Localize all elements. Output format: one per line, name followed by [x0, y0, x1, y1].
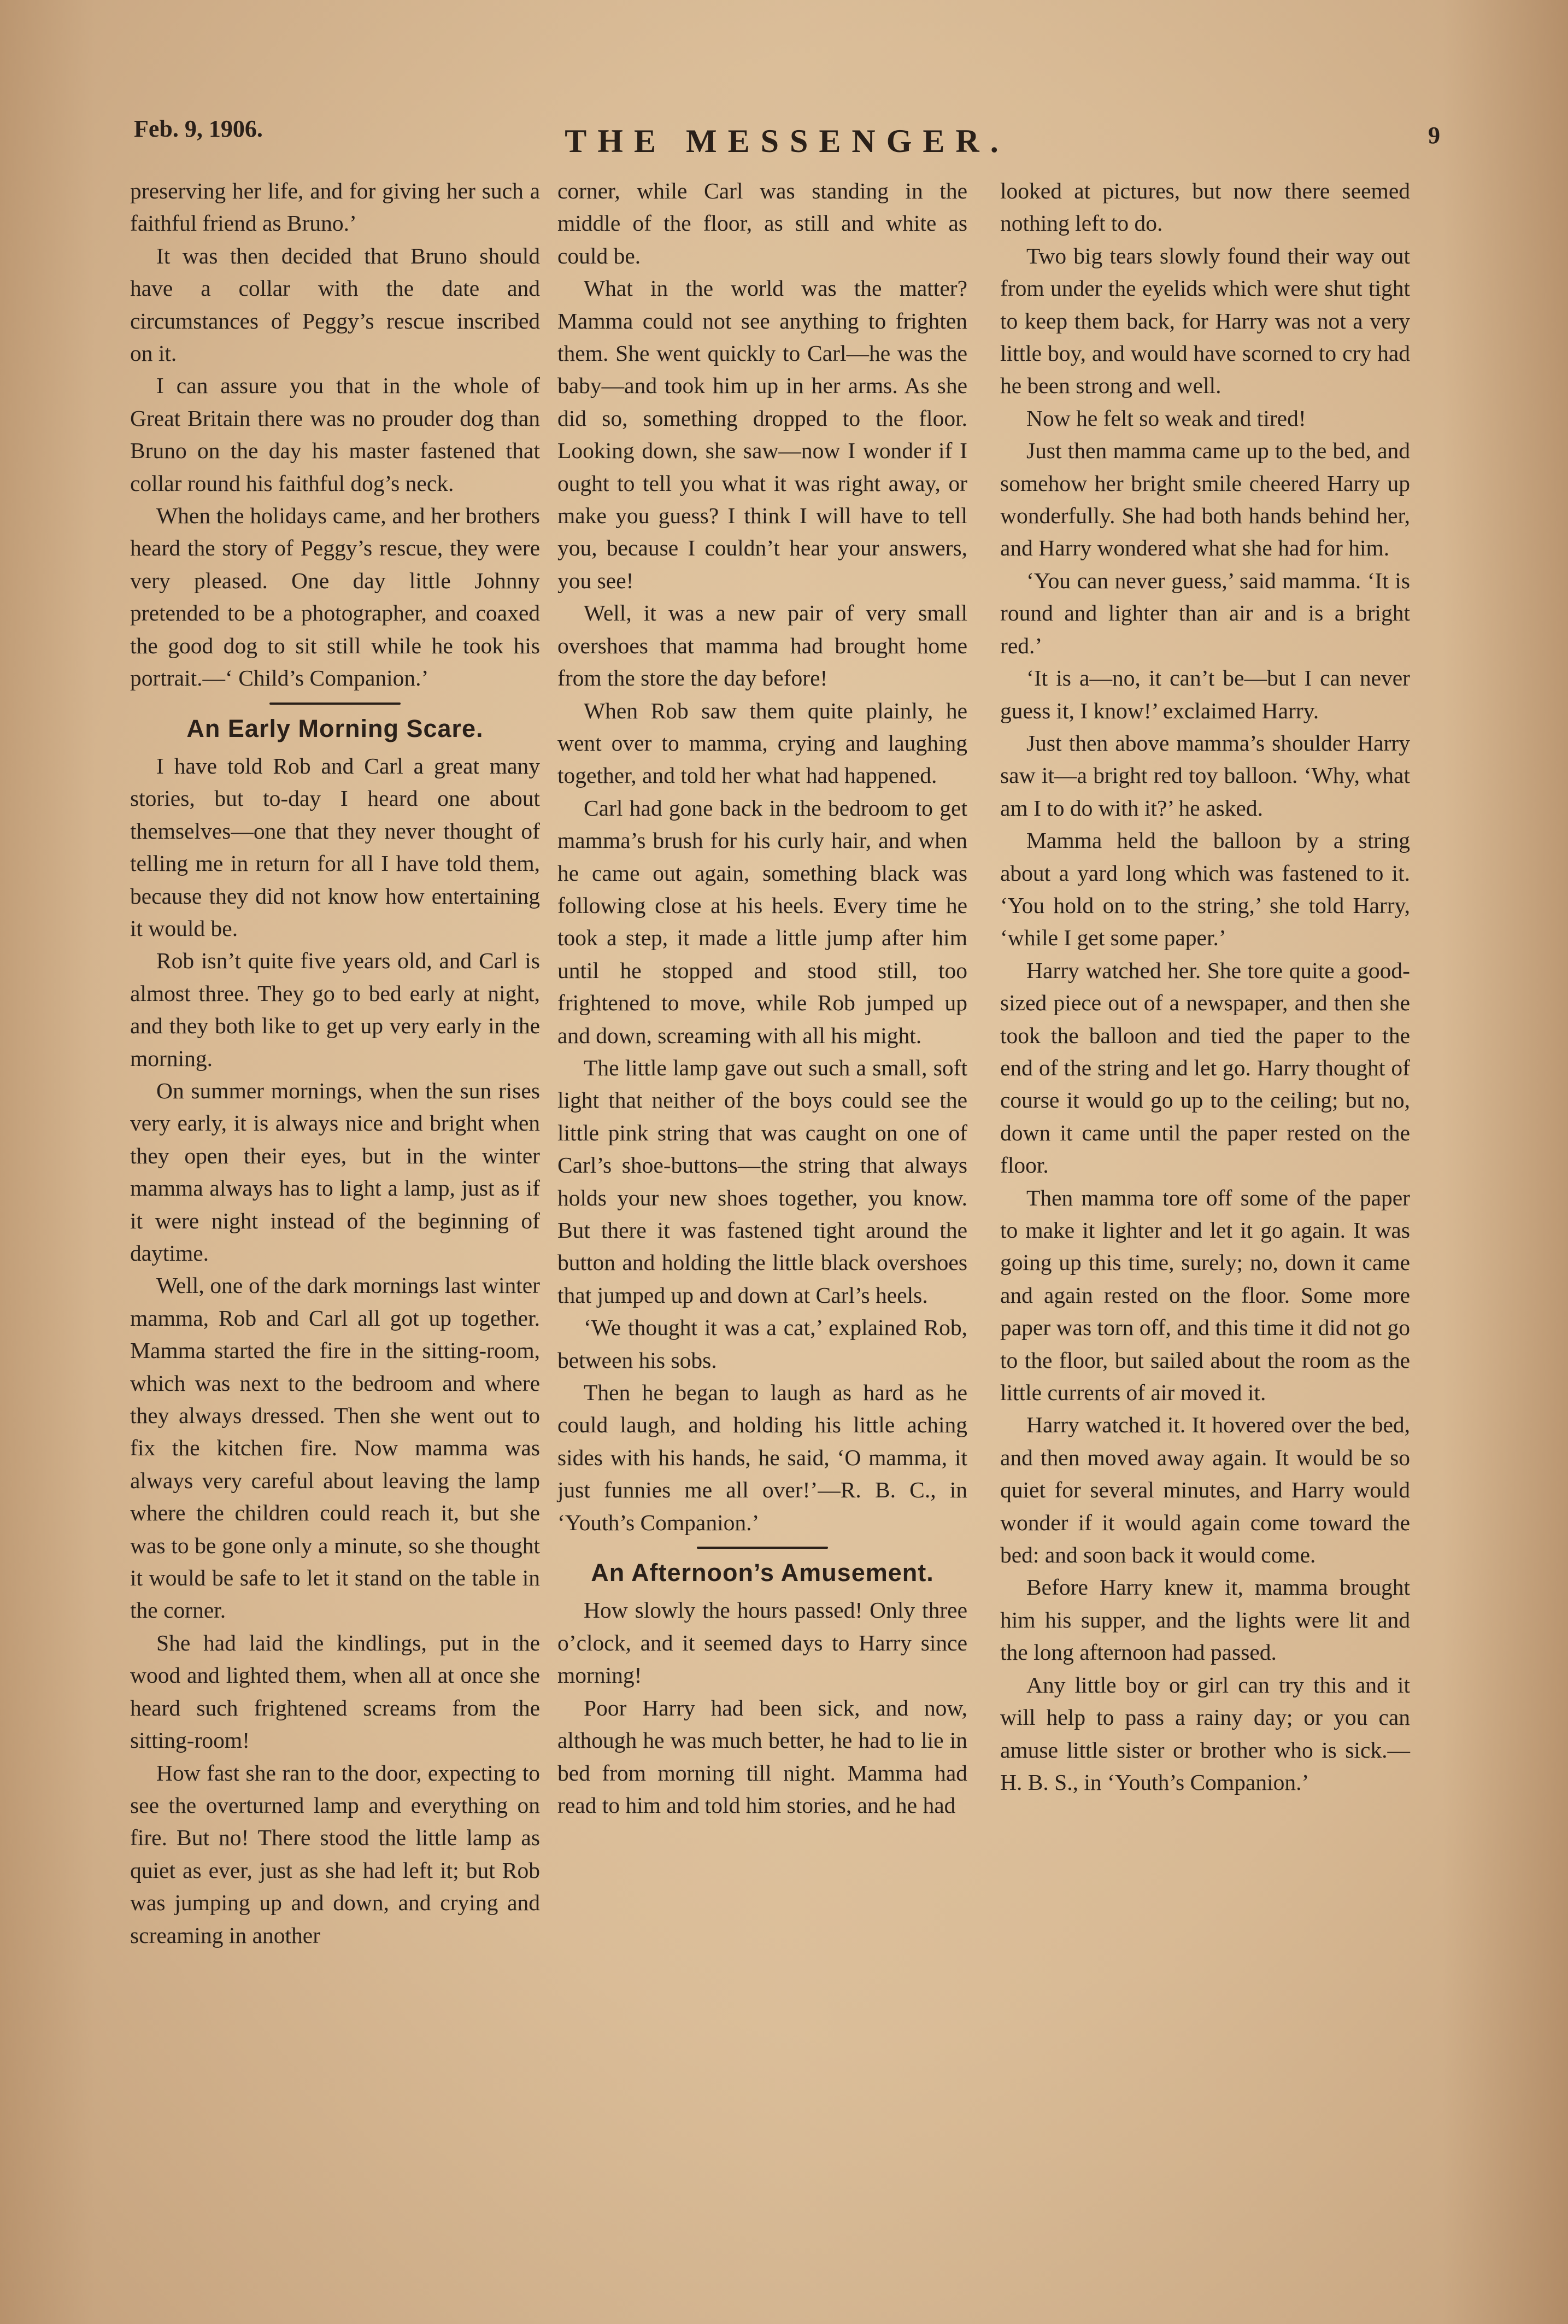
paragraph: I have told Rob and Carl a great many stories, but to-day I heard one about themselves—one that they never thought of telling me in return for all I have told them, because they did not know how entertaining it would be.: [130, 753, 540, 941]
paragraph: preserving her life, and for giving her such a faithful friend as Bruno.’: [130, 178, 540, 236]
paragraph: On summer mornings, when the sun rises very early, it is always nice and bright when they open their eyes, but in the winter mamma always has to light a lamp, just as if it were night instead of the beginning of daytime.: [130, 1078, 540, 1266]
paragraph: When the holidays came, and her brothers heard the story of Peggy’s rescue, they were very pleased. One day little Johnny pretended to be a photographer, and coaxed the good dog to sit still while he took his portrait.—‘ Child’s Companion.’: [130, 503, 540, 691]
paragraph: Two big tears slowly found their way out from under the eyelids which were shut tight to keep them back, for Harry was not a very little boy, and would have scorned to cry had he been strong and well.: [1000, 243, 1410, 399]
column-3: [1000, 175, 1410, 1799]
paragraph: Then he began to laugh as hard as he could laugh, and holding his little aching sides with his hands, he said, ‘O mamma, it just funnies me all over!’—R. B. C., in ‘Youth’s Companion.’: [557, 1380, 967, 1535]
paragraph: Now he felt so weak and tired!: [1026, 405, 1306, 431]
paragraph: Well, it was a new pair of very small overshoes that mamma had brought home from the store the day before!: [557, 600, 967, 691]
paragraph: looked at pictures, but now there seemed nothing left to do.: [1000, 178, 1410, 236]
masthead-title: THE MESSENGER.: [565, 123, 1009, 159]
section-divider: [269, 703, 401, 705]
paragraph: Then mamma tore off some of the paper to make it lighter and let it go again. It was going up this time, surely; no, down it came and again rested on the floor. Some more paper was torn off, and this time it did not go to the floor, but sailed about the room as the little currents of air moved it.: [1000, 1185, 1410, 1406]
paragraph: Carl had gone back in the bedroom to get mamma’s brush for his curly hair, and when he came out again, something black was following close at his heels. Every time he took a step, it made a little jump after him until he stopped and stood still, too frightened to move, while Rob jumped up and down, screaming with all his might.: [557, 795, 967, 1048]
section-divider: [697, 1547, 828, 1549]
paragraph: ‘We thought it was a cat,’ explained Rob, between his sobs.: [557, 1315, 967, 1373]
paragraph: What in the world was the matter? Mamma could not see anything to frighten them. She went quickly to Carl—he was the baby—and took him up in her arms. As she did so, something dropped to the floor. Looking down, she saw—now I wonder if I ought to tell you what it was right away, or make you guess? I think I will have to tell you, because I couldn’t hear your answers, you see!: [557, 276, 967, 593]
paragraph: Mamma held the balloon by a string about a yard long which was fastened to it. ‘You hold on to the string,’ she told Harry, ‘while I get some paper.’: [1000, 828, 1410, 951]
paragraph: Any little boy or girl can try this and it will help to pass a rainy day; or you can amuse little sister or brother who is sick.—H. B. S., in ‘Youth’s Companion.’: [1000, 1672, 1410, 1795]
paragraph: When Rob saw them quite plainly, he went over to mamma, crying and laughing together, and told her what had happened.: [557, 698, 967, 788]
paragraph: It was then decided that Bruno should have a collar with the date and circumstances of Peggy’s rescue inscribed on it.: [130, 243, 540, 366]
article-heading-afternoon-amusement: An Afternoon’s Amusement.: [591, 1559, 934, 1587]
paragraph: How fast she ran to the door, expecting to see the overturned lamp and everything on fire. But no! There stood the little lamp as quiet as ever, just as she had left it; but Rob was jumping up and down, and crying and screaming in another: [130, 1760, 540, 1948]
page-header: [134, 115, 1440, 164]
paragraph: The little lamp gave out such a small, soft light that neither of the boys could see the little pink string that was caught on one of Carl’s shoe-buttons—the string that always holds your new shoes together, you know. But there it was fastened tight around the button and holding the little black overshoes that jumped up and down at Carl’s heels.: [557, 1055, 967, 1308]
paragraph: How slowly the hours passed! Only three o’clock, and it seemed days to Harry since morning!: [557, 1597, 967, 1688]
paragraph: corner, while Carl was standing in the middle of the floor, as still and white as could be.: [557, 178, 967, 268]
article-heading-early-morning-scare: An Early Morning Scare.: [186, 714, 484, 742]
paragraph: She had laid the kindlings, put in the wood and lighted them, when all at once she heard such frightened screams from the sitting-room!: [130, 1630, 540, 1753]
issue-date: Feb. 9, 1906.: [134, 115, 263, 142]
paragraph: Poor Harry had been sick, and now, although he was much better, he had to lie in bed from morning till night. Mamma had read to him and told him stories, and he had: [557, 1695, 967, 1818]
column-2: [557, 175, 967, 1822]
paragraph: Well, one of the dark mornings last winter mamma, Rob and Carl all got up together. Mamma started the fire in the sitting-room, which was next to the bedroom and where they always dressed. Then she went out to fix the kitchen fire. Now mamma was always very careful about leaving the lamp where the children could reach it, but she was to be gone only a minute, so she thought it would be safe to let it stand on the table in the corner.: [130, 1273, 540, 1623]
paragraph: I can assure you that in the whole of Great Britain there was no prouder dog than Bruno on the day his master fastened that collar round his faithful dog’s neck.: [130, 373, 540, 496]
page-number: 9: [1428, 122, 1440, 149]
paragraph: ‘You can never guess,’ said mamma. ‘It is round and lighter than air and is a bright red.’: [1000, 567, 1410, 658]
column-1: [130, 175, 540, 1952]
paragraph: Just then above mamma’s shoulder Harry saw it—a bright red toy balloon. ‘Why, what am I to do with it?’ he asked.: [1000, 730, 1410, 821]
paragraph: Rob isn’t quite five years old, and Carl is almost three. They go to bed early at night, and they both like to get up very early in the morning.: [130, 948, 540, 1071]
paragraph: Harry watched her. She tore quite a good-sized piece out of a newspaper, and then she took the balloon and tied the paper to the end of the string and let go. Harry thought of course it would go up to the ceiling; but no, down it came until the paper rested on the floor.: [1000, 957, 1410, 1178]
paragraph: Harry watched it. It hovered over the bed, and then moved away again. It would be so quiet for several minutes, and Harry would wonder if it would again come toward the bed: and soon back it would come.: [1000, 1412, 1410, 1568]
paragraph: ‘It is a—no, it can’t be—but I can never guess it, I know!’ exclaimed Harry.: [1000, 665, 1410, 723]
paragraph: Before Harry knew it, mamma brought him his supper, and the lights were lit and the long afternoon had passed.: [1000, 1574, 1410, 1665]
paragraph: Just then mamma came up to the bed, and somehow her bright smile cheered Harry up wonderfully. She had both hands behind her, and Harry wondered what she had for him.: [1000, 438, 1410, 561]
